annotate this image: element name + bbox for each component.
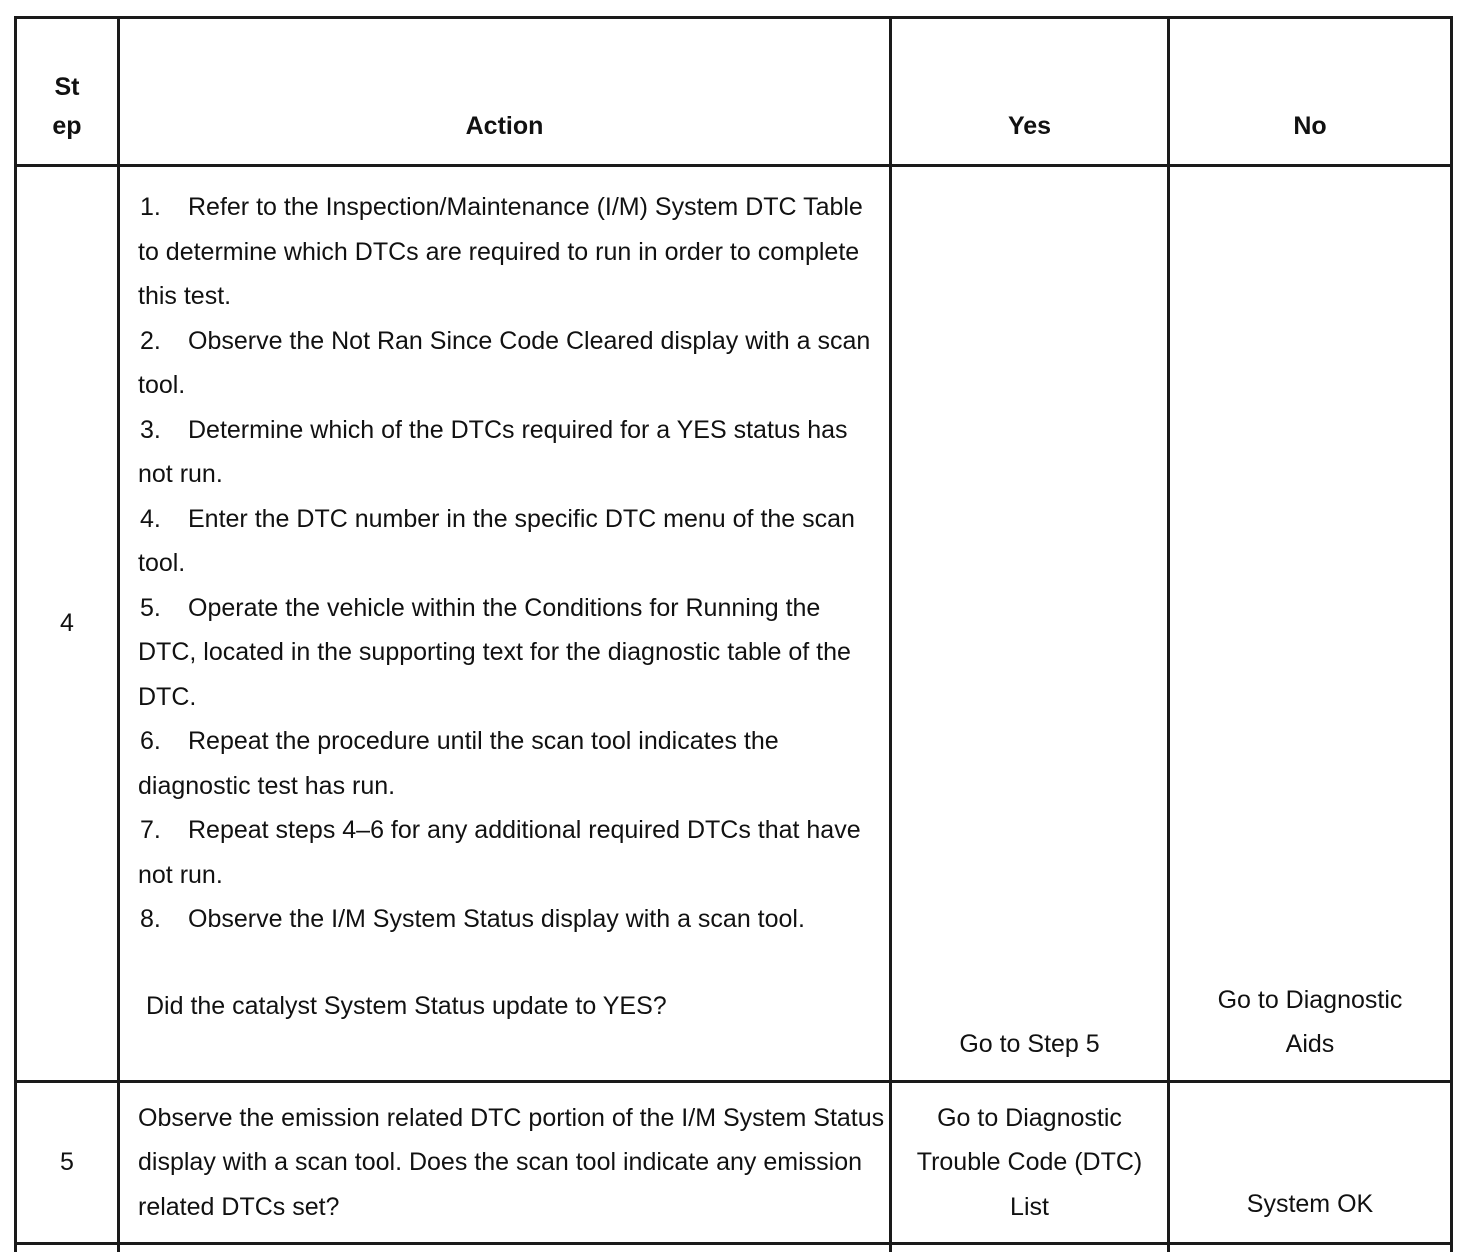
list-item	[138, 586, 875, 720]
yes-result	[891, 166, 1169, 1082]
list-item-number: 5.	[140, 593, 161, 622]
list-item-text: Operate the vehicle within the Conditions for Running the DTC, located in the supporting text for the diagnostic table of the DTC.	[138, 593, 851, 711]
list-item	[138, 319, 875, 408]
yes-result	[891, 1082, 1169, 1244]
step-number: 4	[16, 166, 119, 1082]
tail-cell	[891, 1244, 1169, 1252]
table-continuation	[16, 1244, 1452, 1252]
table-row	[16, 166, 1452, 1082]
header-step-label: St ep	[52, 73, 82, 140]
yes-result-text: Go to Step 5	[959, 1030, 1100, 1058]
list-item-number: 1.	[140, 193, 161, 221]
list-item-number: 6.	[140, 727, 161, 755]
no-result-text: Go to Diagnostic Aids	[1217, 986, 1403, 1058]
list-item-number: 4.	[140, 504, 161, 533]
list-item-text: Observe the Not Ran Since Code Cleared display with a scan tool.	[138, 326, 871, 399]
list-item-text: Repeat steps 4–6 for any additional required DTCs that have not run.	[138, 816, 861, 889]
list-item	[138, 897, 875, 942]
list-item-text: Observe the I/M System Status display with a scan tool.	[188, 905, 805, 933]
no-result	[1169, 166, 1452, 1082]
list-item-text: Repeat the procedure until the scan tool indicates the diagnostic test has run.	[138, 727, 779, 800]
no-result-text: System OK	[1246, 1190, 1374, 1218]
tail-cell	[1169, 1244, 1452, 1252]
table-row	[16, 1082, 1452, 1244]
header-action: Action	[119, 18, 891, 166]
action-cell: Observe the emission related DTC portion of the I/M System Status display with a scan tool. Does the scan tool indicate any emission related DTCs set?	[119, 1082, 891, 1244]
list-item-number: 2.	[140, 326, 161, 355]
list-item	[138, 497, 875, 586]
step-question: Did the catalyst System Status update to YES?	[146, 991, 667, 1020]
list-item	[138, 185, 875, 319]
list-item	[138, 719, 875, 808]
list-item-text: Determine which of the DTCs required for a YES status has not run.	[138, 415, 848, 488]
list-item-text: Enter the DTC number in the specific DTC menu of the scan tool.	[138, 504, 855, 577]
action-cell	[119, 166, 891, 1082]
tail-cell	[16, 1244, 119, 1252]
yes-result-text: Go to Diagnostic Trouble Code (DTC) List	[916, 1103, 1143, 1221]
list-item-number: 3.	[140, 415, 161, 444]
header-yes: Yes	[891, 18, 1169, 166]
list-item-text: Refer to the Inspection/Maintenance (I/M) System DTC Table to determine which DTCs are required to run in order to complete this test.	[138, 193, 863, 310]
header-no: No	[1169, 18, 1452, 166]
header-row	[16, 18, 1452, 166]
no-result	[1169, 1082, 1452, 1244]
step-number: 5	[16, 1082, 119, 1244]
list-item-number: 7.	[140, 816, 161, 844]
list-item	[138, 408, 875, 497]
action-steps-list	[138, 167, 875, 942]
tail-cell	[119, 1244, 891, 1252]
header-step	[16, 18, 119, 166]
list-item	[138, 808, 875, 897]
list-item-number: 8.	[140, 905, 161, 933]
diagnostic-table	[14, 16, 1453, 1252]
